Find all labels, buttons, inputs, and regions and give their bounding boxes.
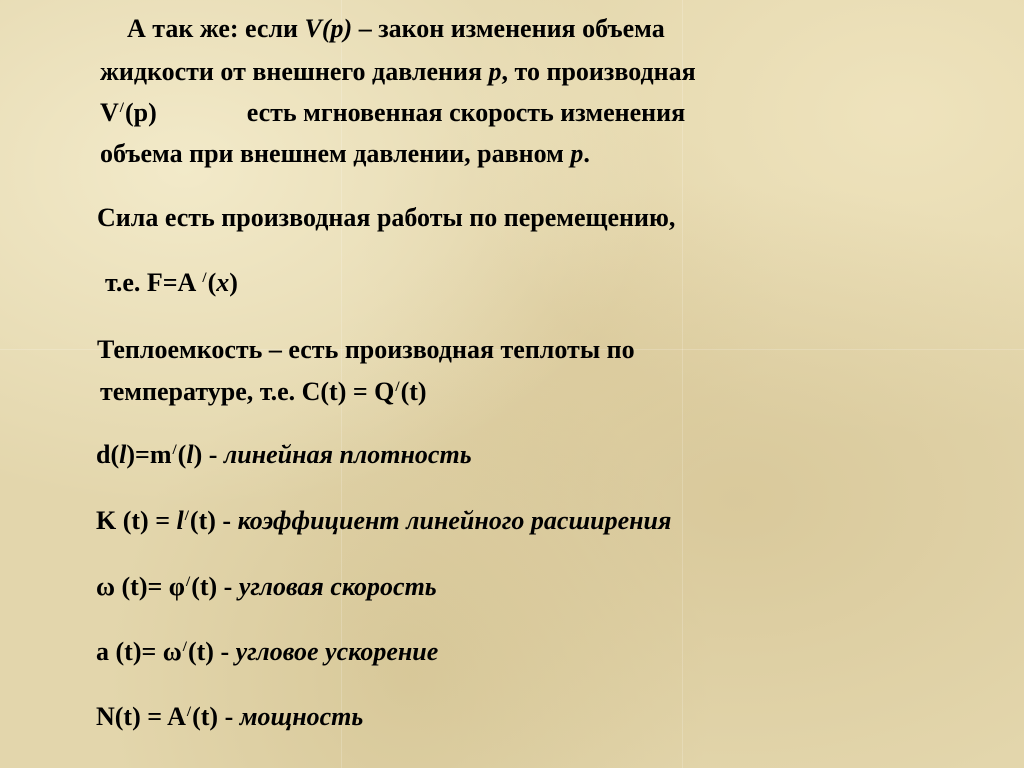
intro-line-1: А так же: если V(p) – закон изменения объема bbox=[127, 14, 665, 43]
intro-line-2: жидкости от внешнего давления p, то производная bbox=[100, 57, 696, 86]
force-formula: т.е. F=A /(x) bbox=[105, 268, 238, 297]
formula-linear-expansion: K (t) = l/(t) - коэффициент линейного расширения bbox=[96, 506, 672, 535]
formula-angular-acceleration: a (t)= ω/(t) - угловое ускорение bbox=[96, 637, 439, 666]
heat-capacity-line-2: температуре, т.е. С(t) = Q/(t) bbox=[100, 377, 427, 406]
force-definition: Сила есть производная работы по перемещению, bbox=[97, 203, 676, 232]
formula-power: N(t) = A/(t) - мощность bbox=[96, 702, 364, 731]
heat-capacity-line-1: Теплоемкость – есть производная теплоты по bbox=[97, 335, 635, 364]
intro-line-4: объема при внешнем давлении, равном p. bbox=[100, 139, 590, 168]
intro-line-3: V/(p) есть мгновенная скорость изменения bbox=[100, 98, 686, 127]
formula-angular-velocity: ω (t)= φ/(t) - угловая скорость bbox=[96, 572, 437, 601]
formula-linear-density: d(l)=m/(l) - линейная плотность bbox=[96, 440, 472, 469]
